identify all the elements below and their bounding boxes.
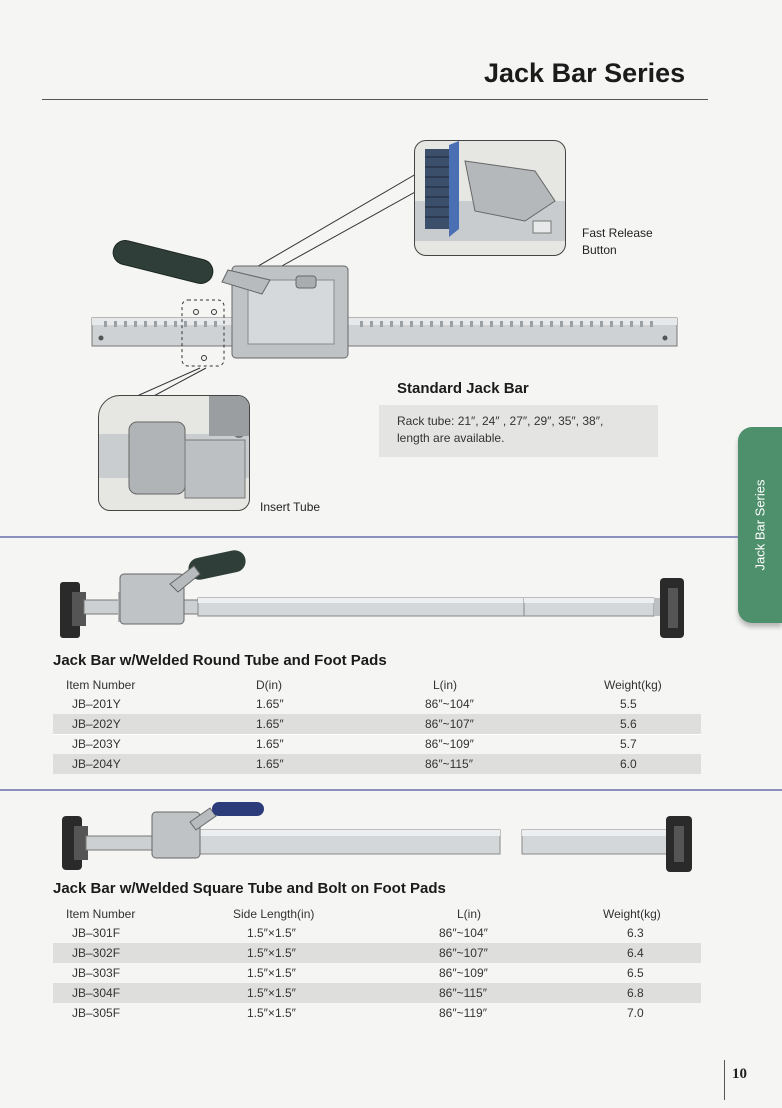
square-tube-spec-table xyxy=(53,904,701,1023)
table-header: Weight(kg) xyxy=(604,677,662,692)
table-row xyxy=(53,694,701,714)
side-tab[interactable] xyxy=(738,427,782,623)
item-number: JB–304F xyxy=(53,983,233,1003)
length: 86″~119″ xyxy=(439,1006,487,1020)
weight: 6.3 xyxy=(627,926,644,940)
length: 86″~107″ xyxy=(425,714,592,734)
weight: 5.5 xyxy=(620,697,637,711)
page-title: Jack Bar Series xyxy=(484,58,686,88)
fast-release-label xyxy=(582,225,653,259)
table-row xyxy=(53,943,701,963)
table-row xyxy=(53,714,701,734)
table-header: Item Number xyxy=(66,677,136,692)
length: 86″~104″ xyxy=(425,697,474,711)
insert-tube-detail-icon xyxy=(99,396,250,511)
square-tube-table-title: Jack Bar w/Welded Square Tube and Bolt on Foot Pads xyxy=(53,880,446,897)
weight: 6.4 xyxy=(589,943,701,963)
weight: 6.0 xyxy=(592,754,701,774)
weight: 5.6 xyxy=(592,714,701,734)
length: 86″~109″ xyxy=(425,734,592,754)
note-line-1: Rack tube: 21″, 24″ , 27″, 29″, 35″, 38″, xyxy=(397,414,604,428)
weight: 6.8 xyxy=(589,983,701,1003)
title-rule xyxy=(42,99,708,100)
item-number: JB–301F xyxy=(72,926,121,940)
diameter: 1.65″ xyxy=(248,714,425,734)
section-divider xyxy=(0,789,782,791)
table-row xyxy=(53,983,701,1003)
fast-release-detail-icon xyxy=(415,141,566,256)
note-line-2: length are available. xyxy=(397,431,505,445)
item-number: JB–203Y xyxy=(53,734,248,754)
weight: 6.5 xyxy=(627,966,644,980)
square-tube-jack-bar-illustration xyxy=(60,800,700,876)
table-header: D(in) xyxy=(256,677,282,692)
weight: 7.0 xyxy=(627,1006,644,1020)
fast-release-line-2: Button xyxy=(582,243,617,257)
diameter: 1.65″ xyxy=(256,697,284,711)
side-tab-label: Jack Bar Series xyxy=(752,479,768,571)
weight: 5.7 xyxy=(592,734,701,754)
fast-release-zoom xyxy=(414,140,566,256)
item-number: JB–204Y xyxy=(53,754,248,774)
section-divider xyxy=(0,536,738,538)
item-number: JB–302F xyxy=(53,943,233,963)
insert-tube-zoom xyxy=(98,395,250,511)
table-header: L(in) xyxy=(433,677,458,692)
round-tube-spec-table xyxy=(53,675,701,774)
side-length: 1.5″×1.5″ xyxy=(233,943,429,963)
table-header: Weight(kg) xyxy=(603,906,661,921)
length: 86″~115″ xyxy=(425,754,592,774)
side-length: 1.5″×1.5″ xyxy=(247,926,296,940)
length: 86″~109″ xyxy=(439,966,488,980)
standard-jack-bar-title: Standard Jack Bar xyxy=(397,380,529,397)
standard-jack-bar-note xyxy=(379,405,658,457)
fast-release-line-1: Fast Release xyxy=(582,226,653,240)
side-length: 1.5″×1.5″ xyxy=(247,966,296,980)
table-row xyxy=(53,734,701,754)
item-number: JB–202Y xyxy=(53,714,248,734)
insert-tube-label: Insert Tube xyxy=(260,500,321,514)
item-number: JB–305F xyxy=(72,1006,121,1020)
page-number: 10 xyxy=(732,1066,747,1082)
table-row xyxy=(53,923,701,943)
length: 86″~115″ xyxy=(429,983,589,1003)
side-length: 1.5″×1.5″ xyxy=(247,1006,296,1020)
item-number: JB–303F xyxy=(72,966,121,980)
side-length: 1.5″×1.5″ xyxy=(233,983,429,1003)
round-tube-table-title: Jack Bar w/Welded Round Tube and Foot Pads xyxy=(53,652,387,669)
table-header: Item Number xyxy=(66,906,136,921)
diameter: 1.65″ xyxy=(248,754,425,774)
table-row xyxy=(53,1003,701,1023)
length: 86″~107″ xyxy=(429,943,589,963)
diameter: 1.65″ xyxy=(248,734,425,754)
length: 86″~104″ xyxy=(439,926,488,940)
page-number-rule xyxy=(724,1060,725,1100)
table-header: Side Length(in) xyxy=(233,906,315,921)
table-row xyxy=(53,754,701,774)
round-tube-jack-bar-illustration xyxy=(58,548,698,644)
table-header: L(in) xyxy=(457,906,482,921)
table-row xyxy=(53,963,701,983)
item-number: JB–201Y xyxy=(72,697,121,711)
